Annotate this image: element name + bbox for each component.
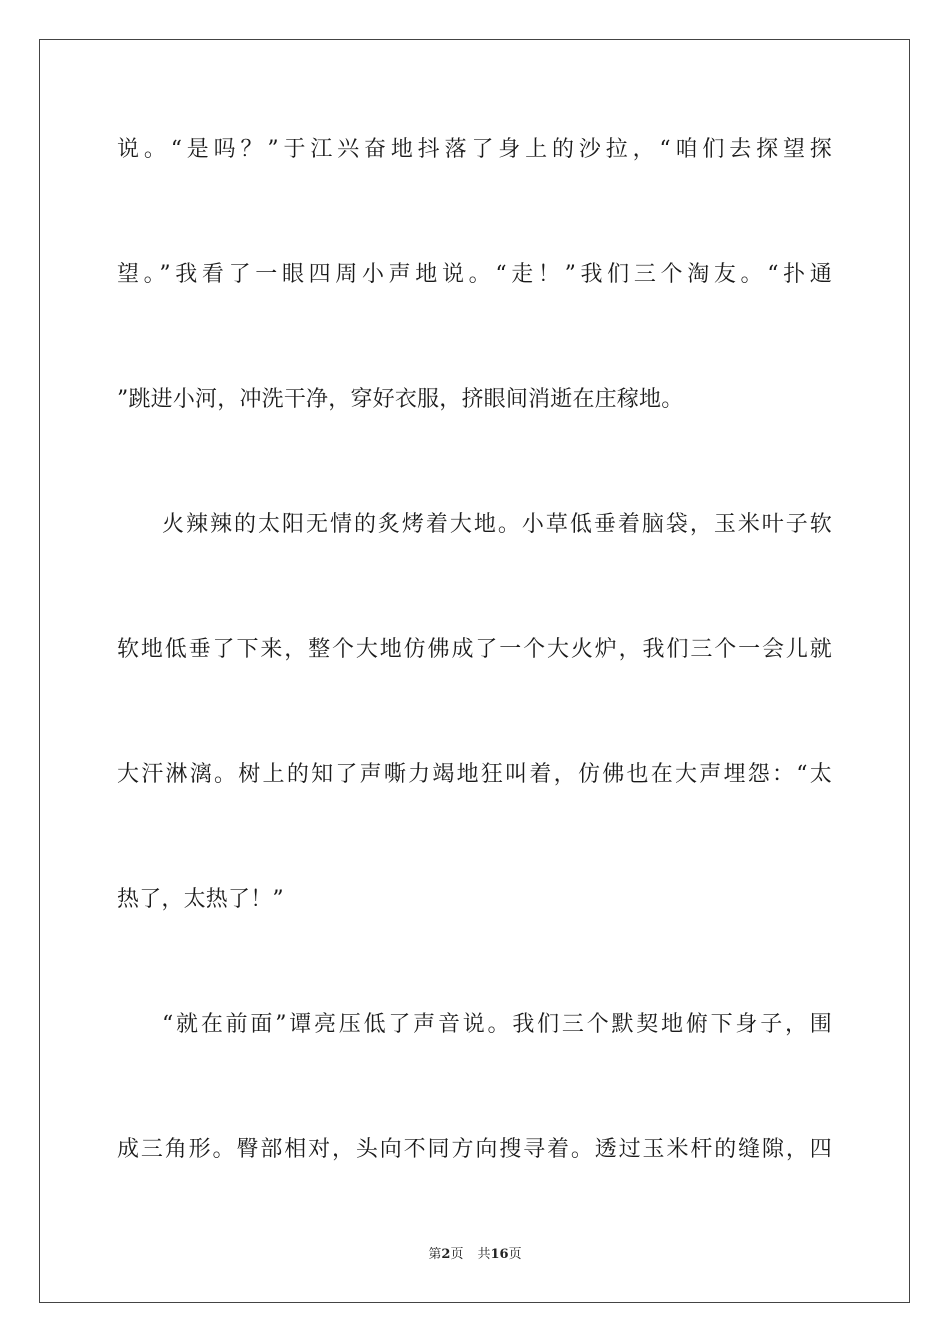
text-line-4: 火辣辣的太阳无情的炙烤着大地。小草低垂着脑袋，玉米叶子软	[162, 512, 832, 537]
footer-total-suffix: 页	[508, 1247, 522, 1262]
page-frame	[39, 39, 910, 1303]
page-footer	[0, 1246, 950, 1264]
text-line-2: 望。”我看了一眼四周小声地说。“走！”我们三个淘友。“扑通	[117, 262, 832, 287]
text-line-8: “就在前面”谭亮压低了声音说。我们三个默契地俯下身子，围	[162, 1012, 832, 1037]
footer-page-suffix: 页	[450, 1247, 464, 1262]
text-line-7: 热了，太热了！”	[117, 887, 284, 912]
text-line-5: 软地低垂了下来，整个大地仿佛成了一个大火炉，我们三个一会儿就	[117, 637, 832, 662]
footer-page-current: 2	[441, 1247, 451, 1262]
text-line-1: 说。“是吗？”于江兴奋地抖落了身上的沙拉，“咱们去探望探	[117, 137, 832, 162]
footer-page-total: 16	[490, 1247, 509, 1262]
footer-page-prefix: 第	[428, 1247, 442, 1262]
footer-total-prefix: 共	[477, 1247, 491, 1262]
text-line-6: 大汗淋漓。树上的知了声嘶力竭地狂叫着，仿佛也在大声埋怨：“太	[117, 762, 832, 787]
text-line-3: ”跳进小河，冲洗干净，穿好衣服，挤眼间消逝在庄稼地。	[117, 387, 684, 412]
text-line-9: 成三角形。臀部相对，头向不同方向搜寻着。透过玉米杆的缝隙，四	[117, 1137, 832, 1162]
